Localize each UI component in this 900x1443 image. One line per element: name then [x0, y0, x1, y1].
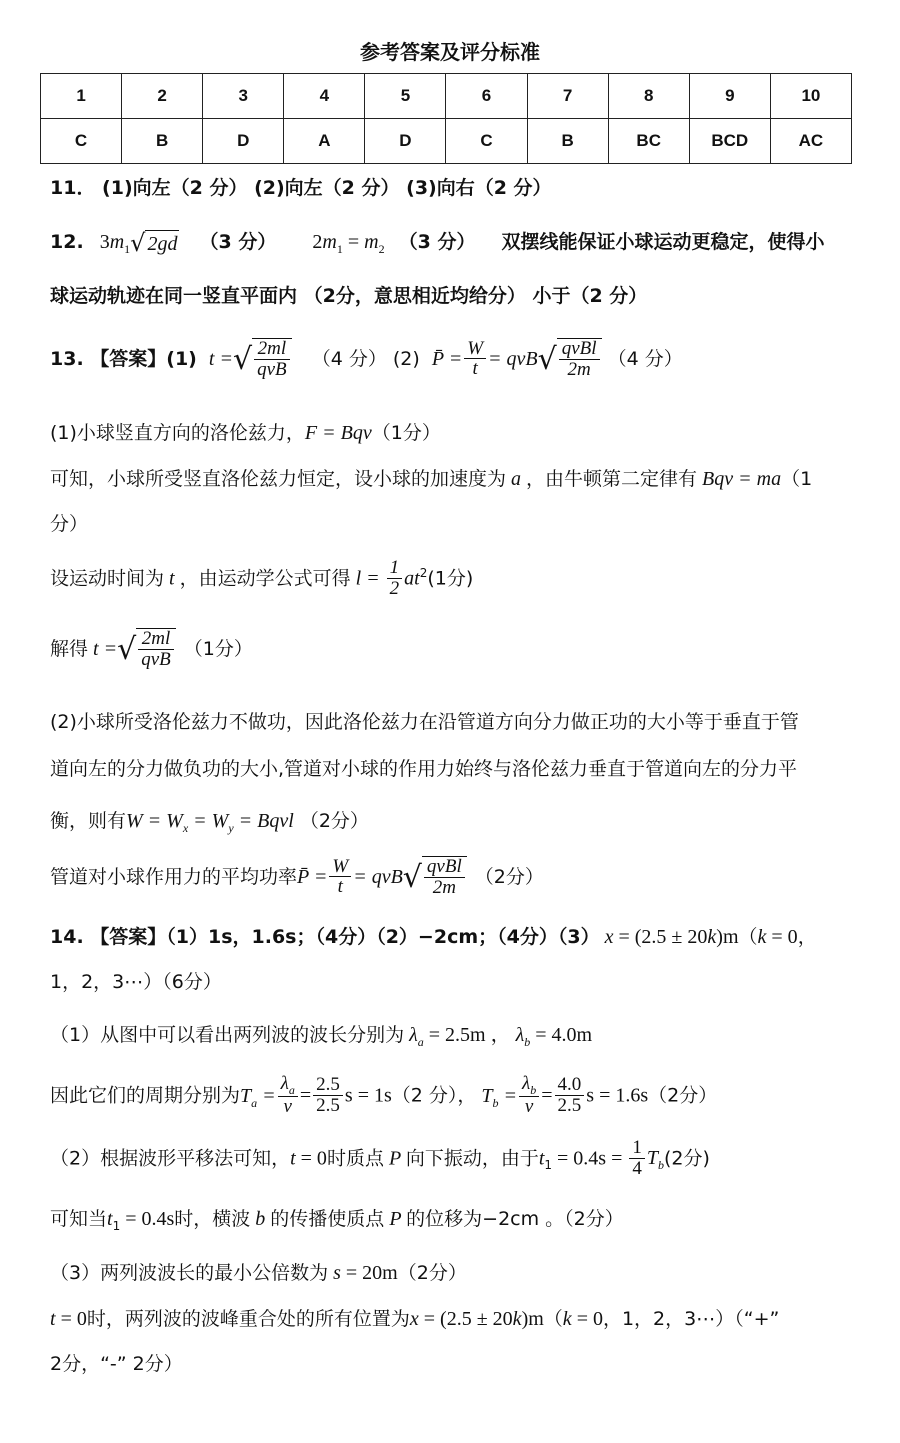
q14-line-8: t = 0时，两列波的波峰重合处的所有位置为x = (2.5 ± 20k)m（k = 0，1，2，3⋯）（“+” — [50, 1308, 780, 1330]
q12-formula-2: $2m_1 = m_2$ — [312, 231, 385, 257]
table-cell: 4 — [284, 74, 365, 119]
table-header-row — [41, 74, 852, 119]
q12-line-2: 球运动轨迹在同一竖直平面内 （2分，意思相近均给分） 小于（2 分） — [50, 285, 648, 307]
q13-answer: 13. 【答案】(1) t =√ $\frac{2ml}{\text{qvB}}$ （4 分） (2) P̄ = $\frac{W}{t}$ = qvB√ $\frac{\text{qvBl}}{2m}$ （4 分） — [50, 337, 683, 380]
table-cell: B — [122, 119, 203, 164]
table-cell: D — [365, 119, 446, 164]
table-cell: 2 — [122, 74, 203, 119]
table-cell: BC — [608, 119, 689, 164]
q14-line-5: （2）根据波形平移法可知，t = 0时质点 P 向下振动，由于$t_1 = 0.4s$ = $\frac{1}{4}$ $T_b(2$分) — [50, 1137, 710, 1179]
q13-line-1: (1)小球竖直方向的洛伦兹力，F = Bqv（1分） — [50, 422, 441, 444]
q14-line-2: 1，2，3⋯）（6分） — [50, 971, 222, 993]
q13-head: 13. 【答案】(1) — [50, 347, 197, 370]
page-title: 参考答案及评分标准 — [360, 40, 540, 64]
table-cell: C — [446, 119, 527, 164]
q13-line-6: (2)小球所受洛伦兹力不做功，因此洛伦兹力在沿管道方向分力做正功的大小等于垂直于管 — [50, 711, 799, 733]
table-cell: 10 — [770, 74, 851, 119]
q14-line-4: 因此它们的周期分别为$T_a$ = $\frac{\lambda_a}{v}$ = $\frac{2.5}{2.5}$ s = 1s（2 分）， $T_b$ = $\frac{\lambda_b}{v}$ = $\frac{4.0}{2.5}$ s = 1.6s（2分） — [50, 1073, 718, 1118]
q12-score-2: （3 分） — [398, 231, 476, 254]
q11-answer: 11． (1)向左（2 分） (2)向左（2 分） (3)向右（2 分） — [50, 177, 552, 199]
q12-reason: 双摆线能保证小球运动更稳定，使得小 — [501, 231, 825, 254]
q13-line-8: 衡，则有$W = W_x = W_y$ = Bqvl （2分） — [50, 810, 369, 835]
q13-line-2: 可知，小球所受竖直洛伦兹力恒定，设小球的加速度为 a ，由牛顿第二定律有 Bqv = ma（1 — [50, 468, 813, 490]
q13-line-3: 分） — [50, 513, 89, 535]
table-cell: AC — [770, 119, 851, 164]
q12-score-1: （3 分） — [199, 231, 277, 254]
table-cell: BCD — [689, 119, 770, 164]
q14-line-9: 2分，“-” 2分） — [50, 1353, 183, 1375]
q13-score: （4 分） (2) — [311, 347, 420, 370]
table-cell: 1 — [41, 74, 122, 119]
q12-formula-1: $3m_1√$ 2gd — [99, 229, 178, 257]
table-cell: 9 — [689, 74, 770, 119]
answer-table — [40, 73, 852, 164]
table-cell: 7 — [527, 74, 608, 119]
table-cell: C — [41, 119, 122, 164]
table-cell: 6 — [446, 74, 527, 119]
table-cell: A — [284, 119, 365, 164]
q14-line-6: 可知当$t_1 = 0.4s$时，横波 b 的传播使质点 P 的位移为−2cm 。（2分） — [50, 1208, 624, 1233]
table-cell: D — [203, 119, 284, 164]
q13-line-5: 解得 t =√ $\frac{2ml}{\text{qvB}}$ （1分） — [50, 628, 253, 670]
q13-line-9: 管道对小球作用力的平均功率P̄ = $\frac{W}{t}$ = qvB√ $\frac{\text{qvBl}}{2m}$ （2分） — [50, 855, 544, 898]
table-cell: B — [527, 119, 608, 164]
q14-line-7: （3）两列波波长的最小公倍数为 s = 20m（2分） — [50, 1262, 467, 1284]
q12-line-1 — [50, 228, 825, 259]
q14-answer: 14. 【答案】（1）1s，1.6s；（4分）（2）−2cm；（4分）（3） x = (2.5 ± 20k)m（k = 0， — [50, 926, 817, 948]
q12-number: 12. — [50, 231, 84, 254]
q13-line-4: 设运动时间为 t ，由运动学公式可得 l = $\frac{1}{2}$ $at^2(1$分) — [50, 557, 474, 599]
q14-line-3: （1）从图中可以看出两列波的波长分别为 $\lambda_a = 2.5m$ ， $\lambda_b = 4.0m$ — [50, 1024, 593, 1049]
table-answer-row — [41, 119, 852, 164]
table-cell: 8 — [608, 74, 689, 119]
table-cell: 5 — [365, 74, 446, 119]
q13-line-7: 道向左的分力做负功的大小,管道对小球的作用力始终与洛伦兹力垂直于管道向左的分力平 — [50, 758, 798, 780]
table-cell: 3 — [203, 74, 284, 119]
q13-score-2: （4 分） — [607, 347, 683, 370]
